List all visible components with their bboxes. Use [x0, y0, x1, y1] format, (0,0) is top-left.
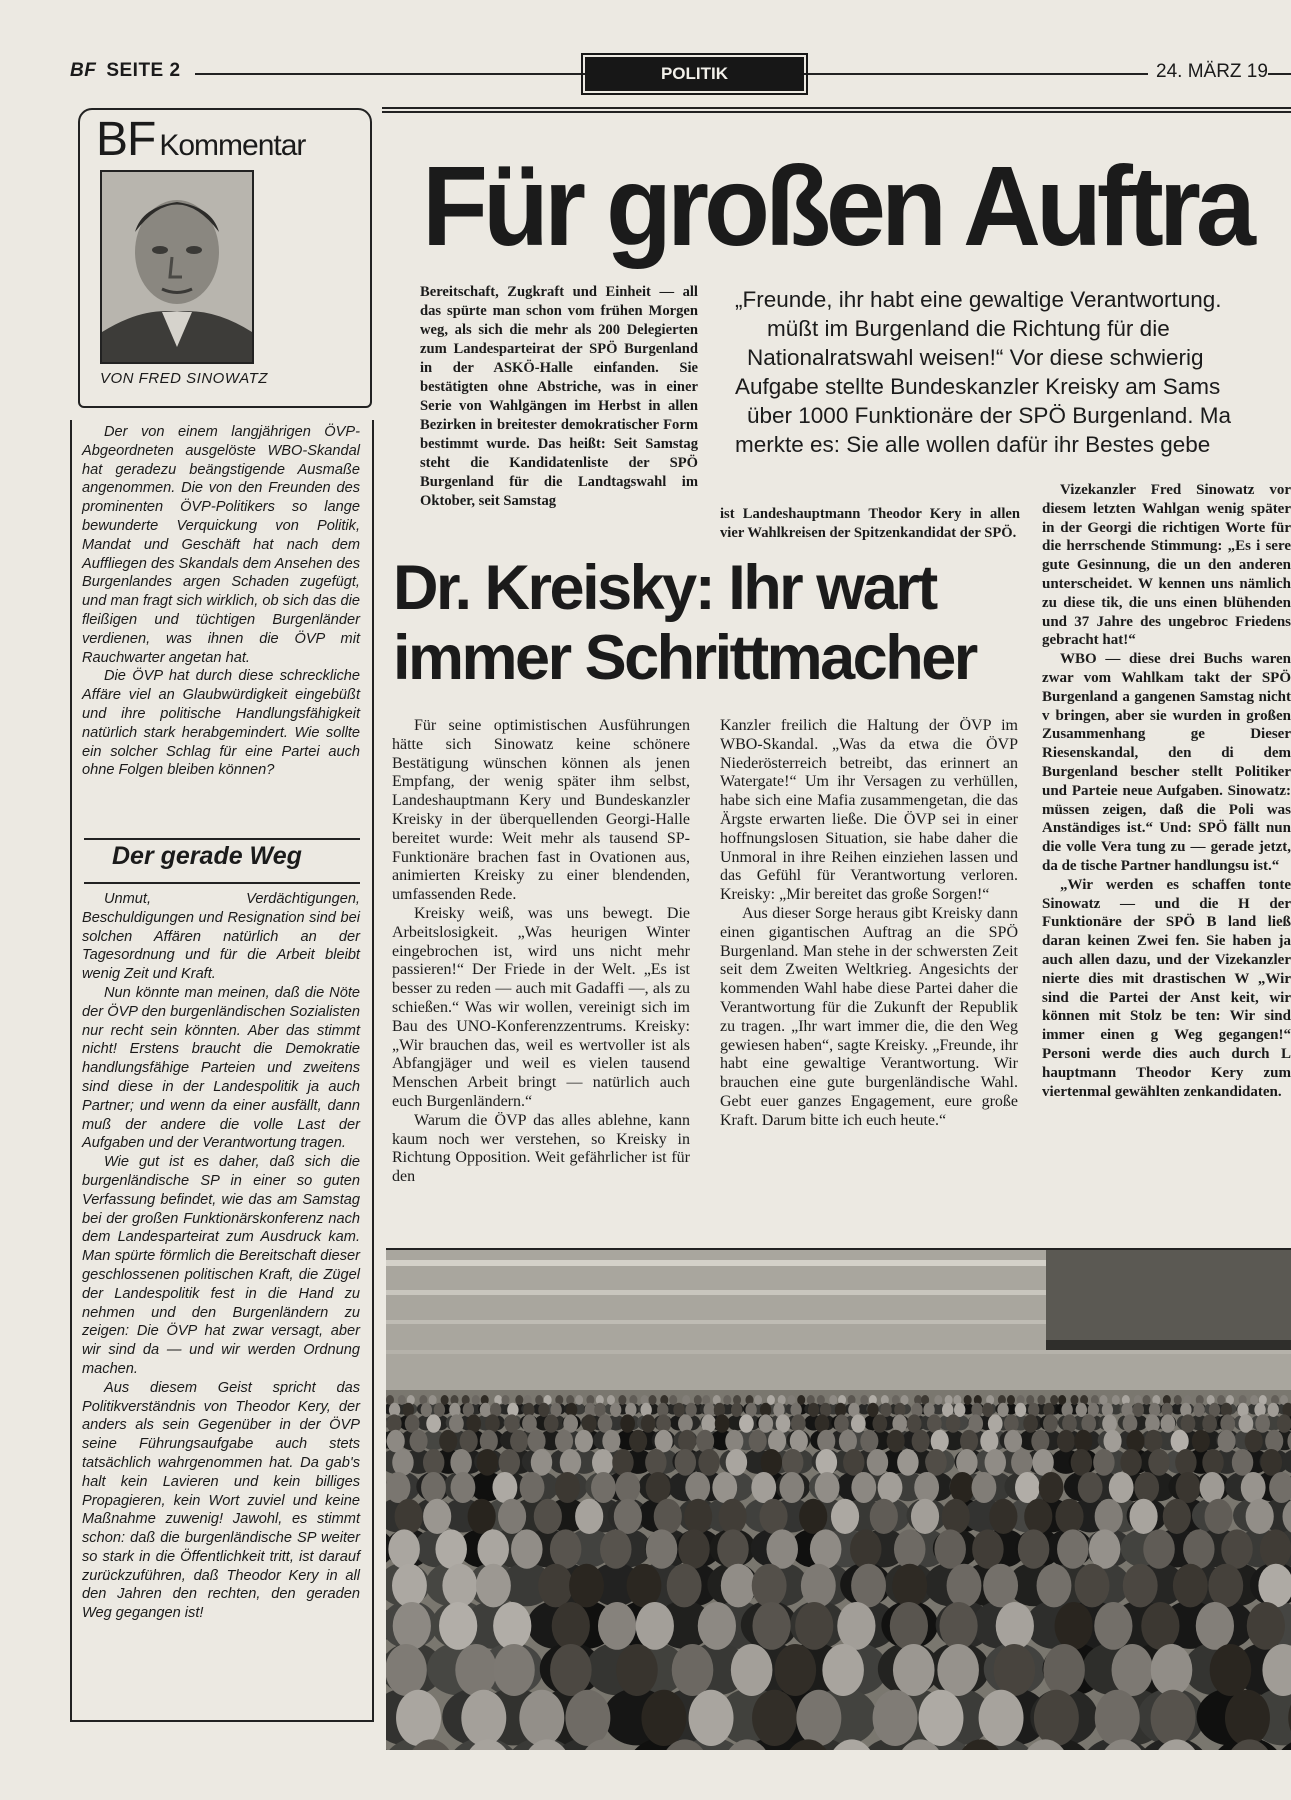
comment-text-part1 — [82, 423, 360, 780]
quote-line: „Freunde, ihr habt eine gewaltige Verantwortung. — [735, 287, 1222, 312]
page-number — [70, 60, 189, 82]
article-paragraph: Warum die ÖVP das alles ablehne, kann kaum noch wer verstehen, so Kreisky in Richtung Opposition. Weit gefährlicher ist für den — [392, 1111, 690, 1186]
quote-line: über 1000 Funktionäre der SPÖ Burgenland. Ma — [747, 403, 1232, 428]
article-paragraph: Vizekanzler Fred Sinowatz vor diesem letzten Wahlgan wenig später in der Georgi die richtigen Worte für die herrschende Stimmung: „Es i sere gute Gesinnung, die un den anderen unterscheidet. W kennen uns nämlich zu diese tik, die uns einen blühenden und 37 Jahre des ungebroc Friedens gebracht hat!“ — [1042, 482, 1291, 649]
article-column-3 — [1042, 481, 1291, 1101]
comment-paragraph: Die ÖVP hat durch diese schreckliche Affäre viel an Glaubwürdigkeit eingebüßt und ihre politische Handlungsfähigkeit natürlich stark herabgemindert. Wie sollte ein solcher Schlag für eine Partei auch ohne Folgen bleiben können? — [82, 668, 360, 779]
comment-paragraph: Wie gut ist es daher, daß sich die burgenländische SP in einer so guten Verfassung befindet, wie das am Samstag bei der großen Funktionärskonferenz nach dem Landesparteirat zum Ausdruck kam. Man spürte förmlich die Bereitschaft dieser geschlossenen politischen Kraft, die Zügel der Landespolitik fest in die Hand zu nehmen und den Burgenländern zu zeigen: Die ÖVP hat zwar versagt, aber wir sind da — und wir werden Ordnung machen. — [82, 1154, 360, 1377]
article-paragraph: Kanzler freilich die Haltung der ÖVP im WBO-Skandal. „Was da etwa die ÖVP Niederösterreich betreibt, das erinnert an Watergate!“ Um ihr Versagen zu verhüllen, habe sich eine Mafia zusammengetan, die das Ärgste erwarten ließe. Die ÖVP sei in einer hoffnungslosen Situation, sie habe daher die Unmoral in ihre Reihen einziehen lassen und das Gefühl für Verantwortung verloren. Kreisky: „Mir bereitet das große Sorgen!“ — [720, 717, 1018, 904]
paper-mark: BF — [70, 60, 97, 81]
portrait-image — [102, 172, 252, 362]
quote-line: Aufgabe stellte Bundeskanzler Kreisky am Sams — [735, 374, 1221, 399]
article-paragraph: Kreisky weiß, was uns bewegt. Die Arbeitslosigkeit. „Was heurigen Winter eingebrochen ist, wird uns nicht mehr passieren!“ Der Friede in der Welt. „Es ist besser zu reden — auch mit Gadaffi —, als zu schießen.“ Was wir wollen, vereinigt sich im Bau des UNO-Konferenzzentrums. Kreisky: „Wir brauchen das, weil es wertvoller ist als Abfangjäger und weil es vielen tausend Menschen Arbeit bringt — natürlich auch euch Burgenländern.“ — [392, 904, 690, 1110]
article-column-2 — [720, 717, 1018, 1131]
comment-paragraph: Nun könnte man meinen, daß die Nöte der ÖVP den burgenländischen Sozialisten nur recht sein könnten. Aber das stimmt nicht! Erstens braucht die Demokratie handlungsfähige Parteien und zweitens sind diese in der Landespolitik ja auch Partner; und wenn da einer ausfällt, dann muß der andere die volle Last der Aufgaben und der Verantwortung tragen. — [82, 984, 360, 1152]
article-paragraph: Aus dieser Sorge heraus gibt Kreisky dann einen gigantischen Auftrag an die SPÖ Burgenland. Man stehe in der schwersten Zeit seit dem Zweiten Weltkrieg. Angesichts der kommenden Wahl habe diese Partei daher die Verantwortung für die Zukunft der Republik zu tragen. „Ihr wart immer die, die den Weg gewiesen haben“, sagte Kreisky. „Freunde, ihr habt eine gewaltige Verantwortung. Wir brauchen eine gute burgenländische Wahl. Gebt euer ganzes Engagement, eure große Kraft. Darum bitte ich euch heute.“ — [720, 904, 1018, 1129]
quote-line: merkte es: Sie alle wollen dafür ihr Bestes gebe — [735, 432, 1211, 457]
quote-line: Nationalratswahl weisen!“ Vor diese schwierig — [747, 345, 1204, 370]
comment-paragraph: Der von einem langjährigen ÖVP-Abgeordneten ausgelöste WBO-Skandal hat geradezu beängstigende Ausmaße angenommen. Die von den Freunden des prominenten ÖVP-Politikers so lange bewunderte Verquickung von Politik, Mandat und Geschäft hat nach dem Auffliegen des Skandals dem Ansehen des Burgenlandes argen Schaden zugefügt, und man fragt sich wirklich, ob sich das die fleißigen und tüchtigen Burgenländer verdienen, was ihnen die ÖVP mit Rauchwarter angetan hat. — [82, 424, 360, 666]
article-paragraph: Für seine optimistischen Ausführungen hätte sich Sinowatz keine schönere Bestätigung wünschen können als jenen Empfang, der wenig später ihm selbst, Landeshauptmann Kery und Bundeskanzler Kreisky in der überquellenden Georgi-Halle bereitet wurde: Weit mehr als tausend SP-Funktionäre brachen fast in Ovationen aus, animierten Kreisky zu einer blendenden, umfassenden Rede. — [392, 717, 690, 904]
article-paragraph: „Wir werden es schaffen tonte Sinowatz — und die H der Funktionäre der SPÖ B land ließ daran keinen Zwei fen. Sie haben ja auch allen dazu, und der Vizekanzler nierte dies mit drastischen W „Wir sind die Partei der Anst keit, wir können mit Stolz be ten: Wir sind immer einen g Weg gegangen!“ Personi werde dies auch durch L hauptmann Theodor Kery zum viertenmal gewählten zenkandidaten. — [1042, 876, 1291, 1100]
comment-logo-word: Kommentar — [159, 129, 306, 162]
article-paragraph: WBO — diese drei Buchs waren zwar vom Wahlkam takt der SPÖ Burgenland a gangenen Samstag nicht v bringen, aber sie wurden in großen Zusammenhang ge Dieser Riesenskandal, den di dem Burgenland bescher stellt Politiker und Parteie neue Aufgaben. Sinowatz: müssen zeigen, daß die Poli was Anständiges ist.“ Und: SPÖ fällt nun die volle Vera tung zu — gerade jetzt, da de tische Partner handlungsu ist.“ — [1042, 651, 1291, 874]
comment-subhead: Der gerade Weg — [112, 842, 302, 870]
author-portrait — [100, 170, 254, 364]
article-subheadline — [393, 553, 1013, 693]
comment-paragraph: Unmut, Verdächtigungen, Beschuldigungen und Resignation sind bei solchen Affären natürlich an der Tagesordnung und für die Arbeit bleibt wenig Zeit und Kraft. — [82, 891, 360, 983]
article-top-rule — [382, 107, 1291, 117]
comment-text-part2 — [82, 890, 360, 1623]
article-quote — [735, 285, 1291, 459]
comment-logo-bf: BF — [96, 113, 156, 166]
comment-author: VON FRED SINOWATZ — [100, 370, 268, 387]
issue-date: 24. MÄRZ 19 — [1148, 61, 1268, 83]
article-intro: Bereitschaft, Zugkraft und Einheit — all das spürte man schon vom frühen Morgen weg, als sich die mehr als 200 Delegierten zum Landesparteirat der SPÖ Burgenland in der ASKÖ-Halle einfanden. Sie bestätigten ohne Abstriche, was in einer Serie von Wahlgängen im Herbst in allen Bezirken in breitester demokratischer Form bestimmt wurde. Das heißt: Seit Samstag steht die Kandidatenliste der SPÖ Burgenland für die Landtagswahl im Oktober, seit Samstag — [420, 284, 698, 509]
subheadline-line: Dr. Kreisky: Ihr wart — [393, 553, 936, 623]
quote-line: müßt im Burgenland die Richtung für die — [767, 316, 1170, 341]
article-column-1 — [392, 717, 690, 1187]
article-headline: Für großen Auftra — [422, 142, 1251, 270]
crowd-photo — [386, 1248, 1291, 1750]
page-label: SEITE 2 — [106, 60, 181, 81]
comment-logo — [96, 112, 305, 167]
comment-paragraph: Aus diesem Geist spricht das Politikverständnis von Theodor Kery, der anders als sein Gegenüber in der ÖVP seine Führungsaufgabe auch stets tatsächlich wahrgenommen hat. Da gab's halt kein Lavieren und kein billiges Propagieren, kein Wort zuviel und keine Maßnahme zuwenig! Jawohl, es stimmt schon: daß die burgenländische SP weiter so stark in die Öffentlichkeit tritt, ist darauf zurückzuführen, daß Theodor Kery in all den Jahren den rechten, den geraden Weg gegangen ist! — [82, 1379, 360, 1622]
article-intro-tail: ist Landeshauptmann Theodor Kery in allen vier Wahlkreisen der Spitzenkandidat der SPÖ. — [720, 506, 1020, 541]
subheadline-line: immer Schrittmacher — [393, 623, 976, 693]
section-label: POLITIK — [585, 57, 804, 91]
crowd-photo-image — [386, 1250, 1291, 1750]
